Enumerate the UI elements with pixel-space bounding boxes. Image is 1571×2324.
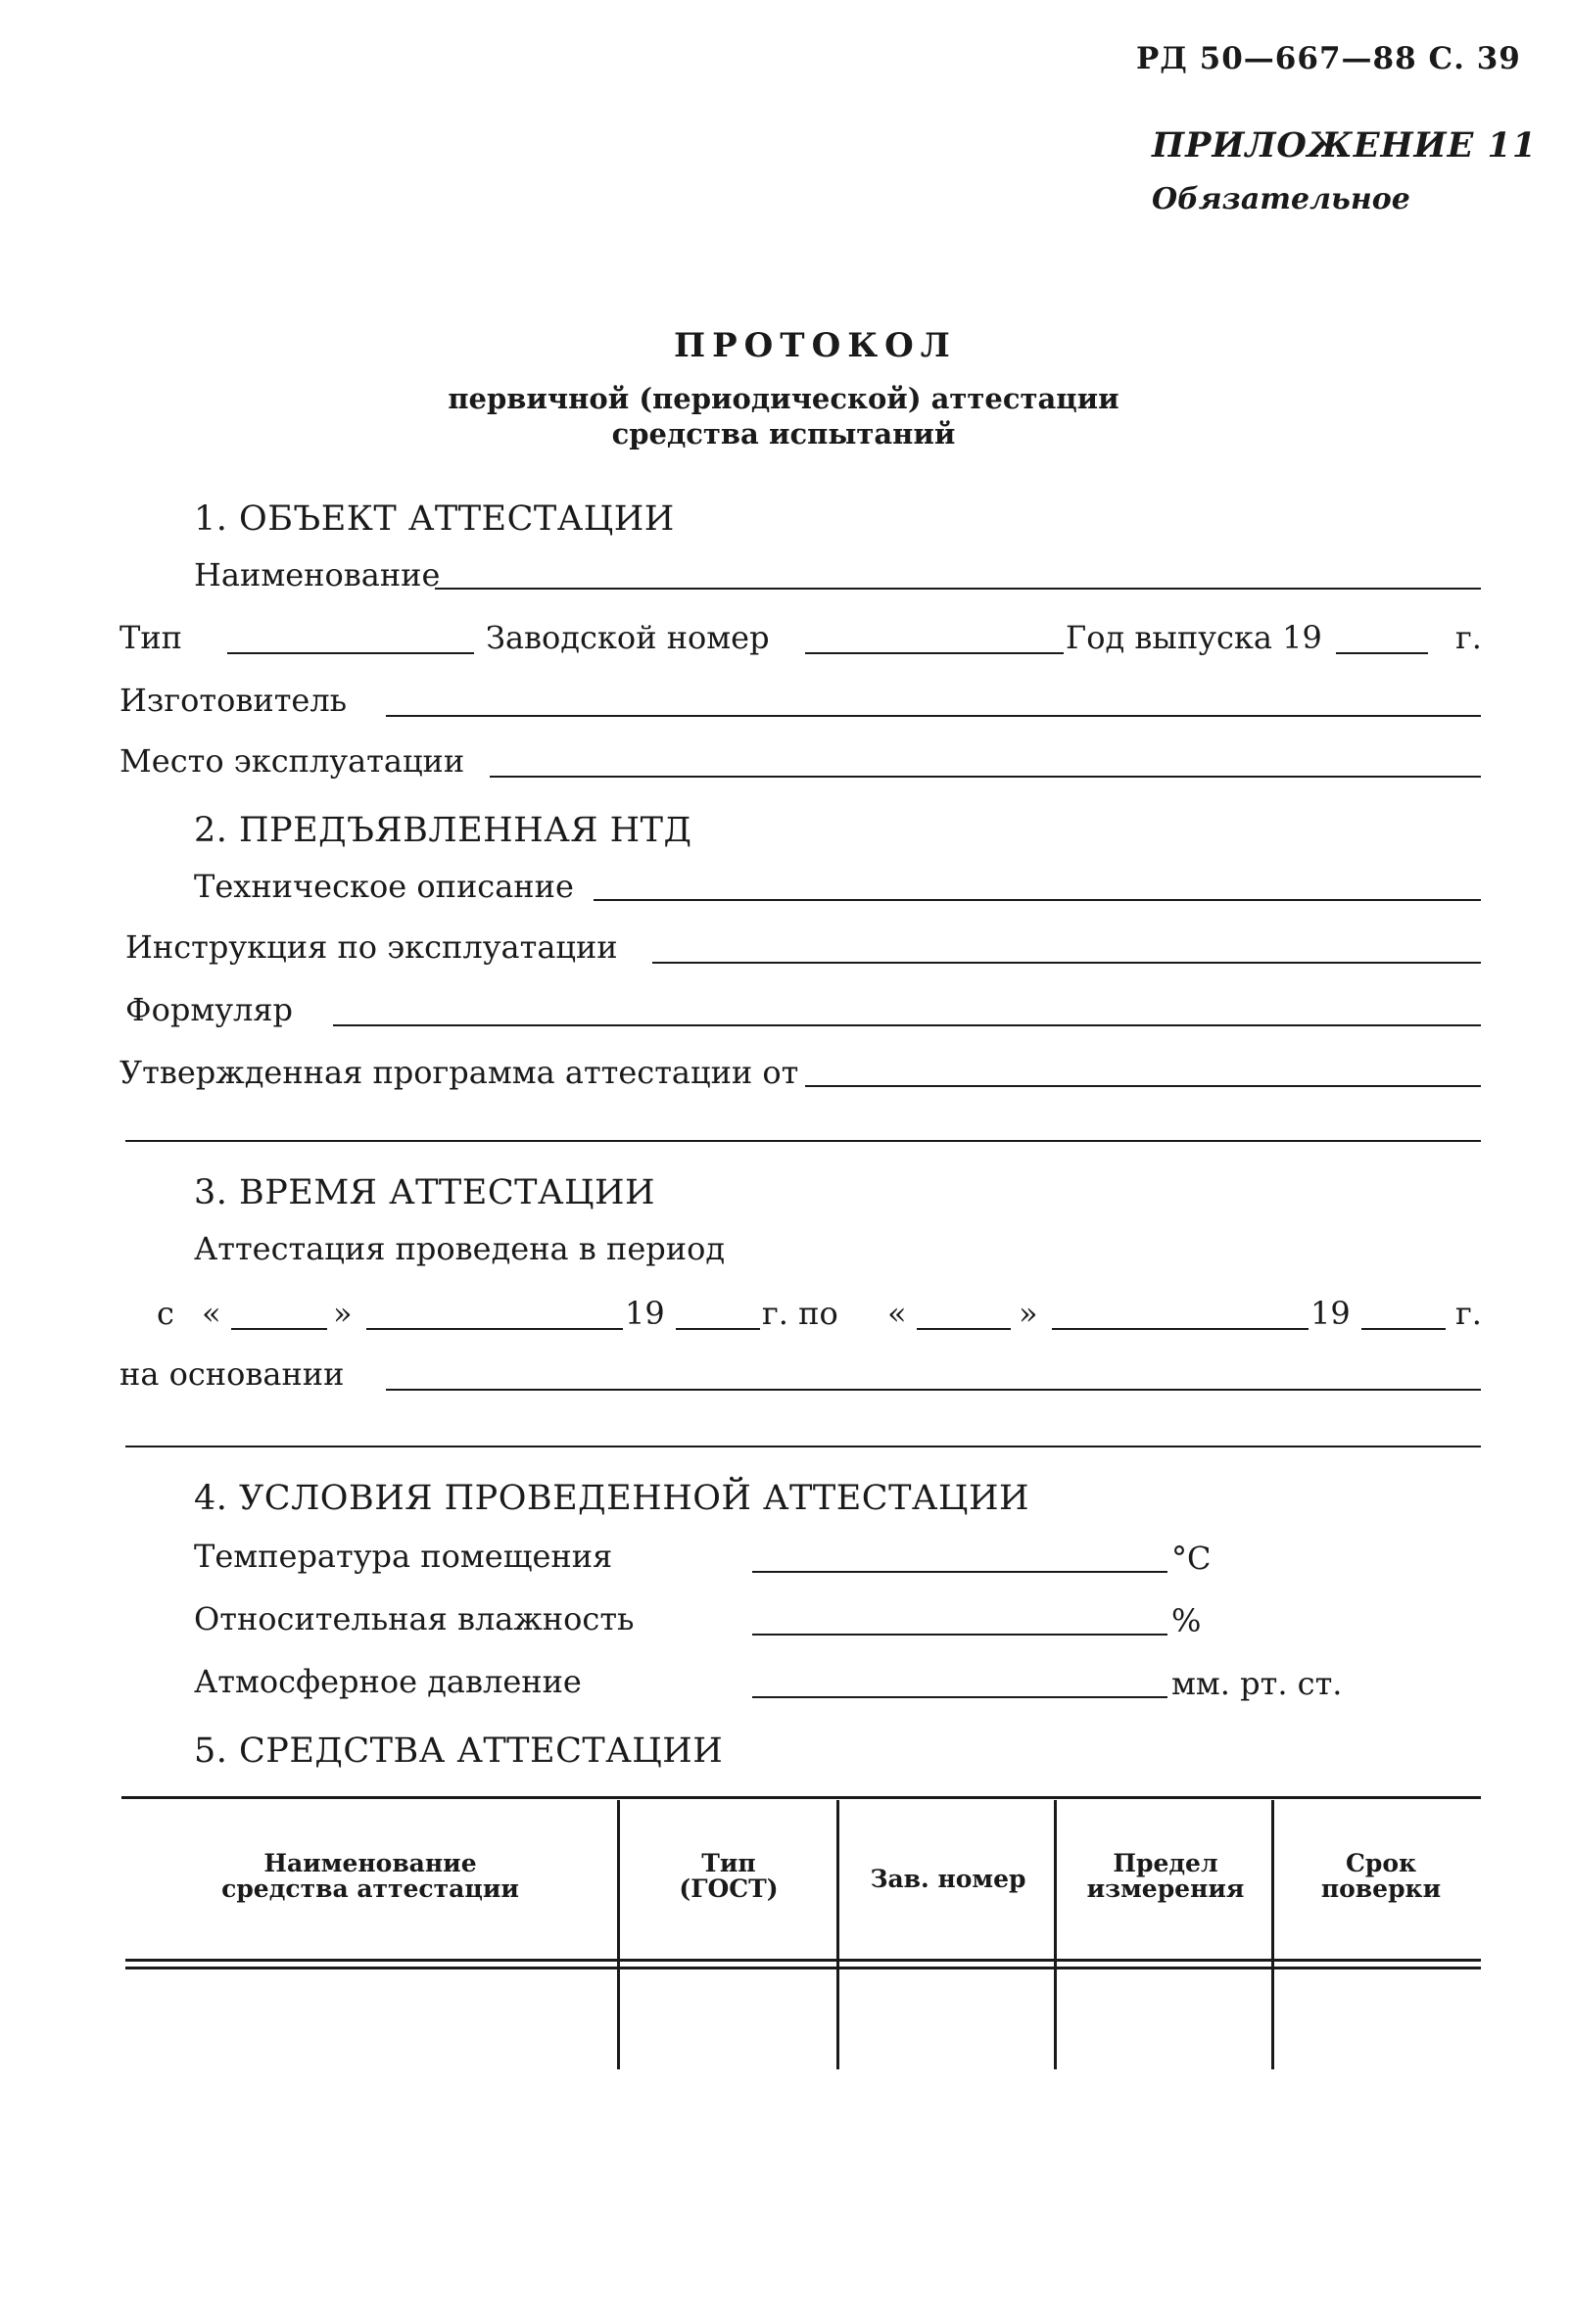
protocol-subtitle-line1: первичной (периодической) аттестации: [448, 382, 1119, 415]
section1-heading: 1. ОБЪЕКТ АТТЕСТАЦИИ: [194, 499, 675, 539]
table-top-rule: [121, 1796, 1481, 1799]
pressure-unit: мм. рт. ст.: [1171, 1665, 1343, 1702]
type-field[interactable]: [227, 652, 474, 654]
year-suffix: г.: [1455, 619, 1482, 656]
form-label: Формуляр: [125, 991, 294, 1028]
document-reference: РД 50—667—88 С. 39: [1136, 41, 1521, 76]
humidity-unit: %: [1171, 1602, 1202, 1639]
from-day-field[interactable]: [231, 1328, 327, 1330]
table-header-type: Тип (ГОСТ): [679, 1849, 779, 1903]
name-label: Наименование: [194, 556, 441, 593]
table-header-limit: Предел измерения: [1086, 1849, 1245, 1903]
pressure-field[interactable]: [752, 1696, 1167, 1698]
period-label: Аттестация проведена в период: [194, 1230, 726, 1267]
maker-field[interactable]: [386, 715, 1481, 717]
program-field-continued[interactable]: [125, 1140, 1481, 1142]
section5-heading: 5. СРЕДСТВА АТТЕСТАЦИИ: [194, 1731, 724, 1771]
appendix-number: ПРИЛОЖЕНИЕ 11: [1152, 125, 1538, 166]
to-year-field[interactable]: [1361, 1328, 1446, 1330]
table-col-divider-2: [836, 1800, 839, 2069]
program-label: Утвержденная программа аттестации от: [119, 1054, 799, 1091]
year-field[interactable]: [1336, 652, 1428, 654]
manual-field[interactable]: [652, 962, 1481, 964]
table-header-name: Наименование средства аттестации: [221, 1849, 519, 1903]
to-year-suffix: г.: [1455, 1295, 1482, 1332]
table-header-calibration: Срок поверки: [1320, 1849, 1442, 1903]
table-col-divider-4: [1271, 1800, 1274, 2069]
section3-heading: 3. ВРЕМЯ АТТЕСТАЦИИ: [194, 1173, 656, 1212]
to-close-quote: »: [1019, 1295, 1038, 1332]
temperature-label: Температура помещения: [194, 1538, 613, 1575]
program-field[interactable]: [805, 1085, 1481, 1087]
temperature-unit: °С: [1171, 1540, 1212, 1577]
appendix-status: Обязательное: [1152, 182, 1410, 216]
from-year-suffix-to: г. по: [762, 1295, 838, 1332]
table-header-rule: [125, 1959, 1481, 1962]
manual-label: Инструкция по эксплуатации: [125, 928, 618, 966]
from-label: с: [157, 1295, 174, 1332]
basis-label: на основании: [119, 1355, 345, 1393]
protocol-title: ПРОТОКОЛ: [674, 326, 957, 365]
place-label: Место эксплуатации: [119, 742, 465, 780]
from-year-field[interactable]: [676, 1328, 760, 1330]
table-col-divider-1: [617, 1800, 620, 2069]
place-field[interactable]: [490, 776, 1481, 778]
temperature-field[interactable]: [752, 1571, 1167, 1573]
protocol-subtitle-line2: средства испытаний: [611, 417, 956, 451]
year-label: Год выпуска 19: [1066, 619, 1322, 656]
from-month-field[interactable]: [366, 1328, 623, 1330]
humidity-field[interactable]: [752, 1634, 1167, 1636]
basis-field[interactable]: [386, 1389, 1481, 1391]
humidity-label: Относительная влажность: [194, 1600, 635, 1637]
table-header-rule-double: [125, 1967, 1481, 1969]
type-label: Тип: [119, 619, 182, 656]
to-year-prefix: 19: [1310, 1295, 1351, 1332]
to-open-quote: «: [887, 1295, 907, 1332]
maker-label: Изготовитель: [119, 682, 348, 719]
to-day-field[interactable]: [917, 1328, 1011, 1330]
pressure-label: Атмосферное давление: [194, 1663, 582, 1700]
section4-heading: 4. УСЛОВИЯ ПРОВЕДЕННОЙ АТТЕСТАЦИИ: [194, 1479, 1029, 1518]
serial-field[interactable]: [805, 652, 1064, 654]
basis-field-continued[interactable]: [125, 1446, 1481, 1447]
from-open-quote: «: [202, 1295, 221, 1332]
from-year-prefix: 19: [625, 1295, 665, 1332]
tech-desc-field[interactable]: [594, 899, 1481, 901]
table-col-divider-3: [1054, 1800, 1057, 2069]
tech-desc-label: Техническое описание: [194, 868, 574, 905]
section2-heading: 2. ПРЕДЪЯВЛЕННАЯ НТД: [194, 811, 692, 850]
serial-label: Заводской номер: [486, 619, 770, 656]
form-field[interactable]: [333, 1024, 1481, 1026]
to-month-field[interactable]: [1052, 1328, 1309, 1330]
from-close-quote: »: [333, 1295, 353, 1332]
name-field[interactable]: [435, 588, 1481, 590]
table-header-serial: Зав. номер: [870, 1865, 1026, 1893]
